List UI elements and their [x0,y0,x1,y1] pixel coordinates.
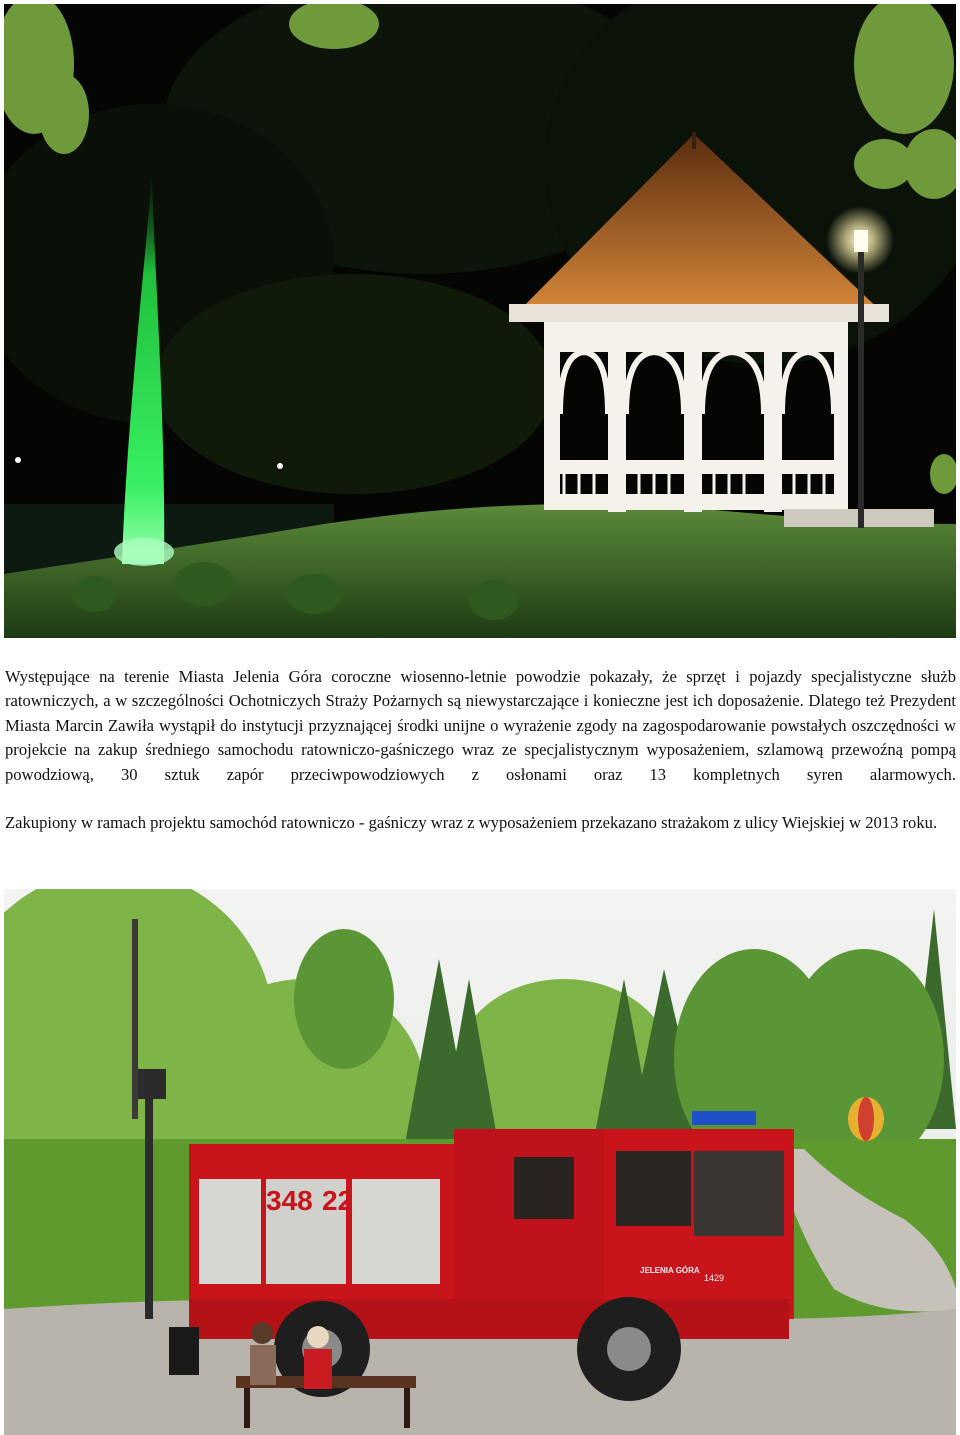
fire-truck-photo [4,889,956,1435]
truck-number-suffix: 22 [322,1185,354,1216]
paragraph-handover: Zakupiony w ramach projektu samochód ratowniczo - gaśniczy wraz z wyposażeniem przekazano strażakom z ulicy Wiejskiej w 2013 roku. [5,813,938,833]
truck-city-label: JELENIA GÓRA [640,1266,700,1275]
truck-number: 348 [266,1185,313,1216]
truck-code-label: 1429 [704,1273,725,1283]
gazebo-night-photo [4,4,956,638]
article-text [5,665,956,836]
paragraph-main: Występujące na terenie Miasta Jelenia Góra coroczne wiosenno-letnie powodzie pokazały, że sprzęt i pojazdy specjalistyczne służb ratowniczych, a w szczególności Ochotniczych Straży Pożarnych są niewystarczające i konieczne jest ich doposażenie. Dlatego też Prezydent Miasta Marcin Zawiła wystąpił do instytucji przyznającej środki unijne o wyrażenie zgody na zagospodarowanie powstałych oszczędności w projekcie na zakup średniego samochodu ratowniczo-gaśniczego wraz ze specjalistycznym wyposażeniem, szlamową przewoźną pompą powodziową, 30 sztuk zapór przeciwpowodziowych z osłonami oraz 13 kompletnych syren alarmowych. [5,667,956,784]
